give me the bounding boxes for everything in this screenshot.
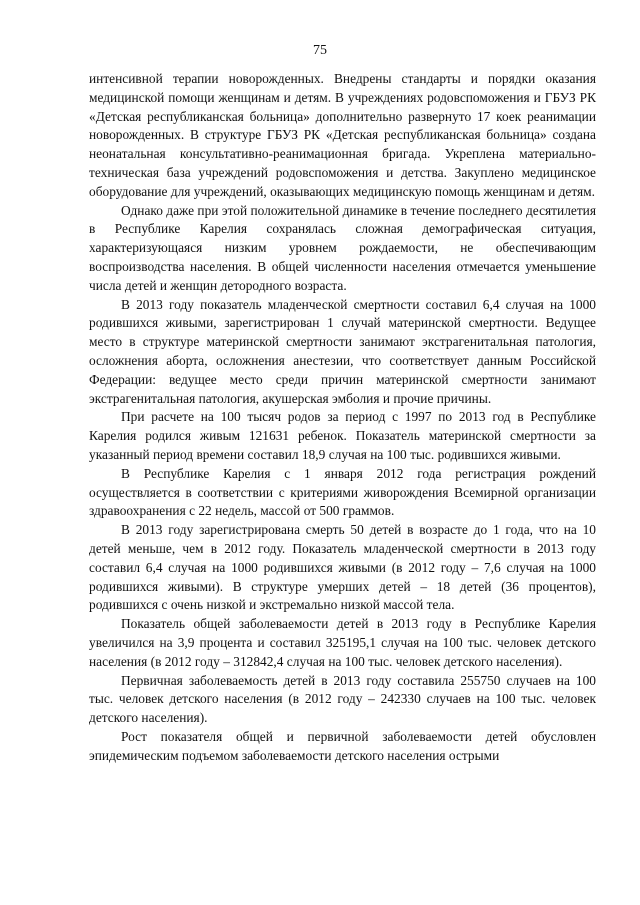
paragraph: При расчете на 100 тысяч родов за период с 1997 по 2013 год в Республике Карелия родился живым 121631 ребенок. Показатель материнской смертности за указанный период времени составил 18,9 случая на 100 тыс. родившихся живыми. bbox=[89, 409, 596, 462]
paragraph: В 2013 году зарегистрирована смерть 50 детей в возрасте до 1 года, что на 10 детей меньше, чем в 2012 году. Показатель младенческой смертности в 2013 году составил 6,4 случая на 1000 родившихся живыми (в 2012 году – 7,6 случая на 1000 родившихся живыми). В структуре умерших детей – 18 детей (36 процентов), родившихся с очень низкой и экстремально низкой массой тела. bbox=[89, 522, 596, 613]
paragraph: Показатель общей заболеваемости детей в 2013 году в Республике Карелия увеличился на 3,9 процента и составил 325195,1 случая на 100 тыс. человек детского населения (в 2012 году – 312842,4 случая на 100 тыс. человек детского населения). bbox=[89, 616, 596, 669]
paragraph: Первичная заболеваемость детей в 2013 году составила 255750 случаев на 100 тыс. человек детского населения (в 2012 году – 242330 случаев на 100 тыс. человек детского населения). bbox=[89, 672, 596, 726]
paragraph: интенсивной терапии новорожденных. Внедрены стандарты и порядки оказания медицинской помощи женщинам и детям. В учреждениях родовспоможения и ГБУЗ РК «Детская республиканская больница» дополнительно развернуто 17 коек реанимации новорожденных. В структуре ГБУЗ РК «Детская республиканская больница» создана неонатальная консультативно-реанимационная бригада. Укреплена материально-техническая база учреждений родовспоможения и детства. Закуплено медицинское оборудование для учреждений, оказывающих медицинскую помощь женщинам и детям. bbox=[89, 71, 596, 199]
paragraph: В Республике Карелия с 1 января 2012 года регистрация рождений осуществляется в соответствии с критериями живорождения Всемирной организации здравоохранения с 22 недель, массой от 500 граммов. bbox=[89, 465, 596, 519]
page-number: 75 bbox=[313, 43, 327, 58]
paragraph: Однако даже при этой положительной динамике в течение последнего десятилетия в Республике Карелия сохранялась сложная демографическая ситуация, характеризующаяся низким уровнем рождаемости, не обеспечивающим воспроизводства населения. В общей численности населения отмечается уменьшение числа детей и женщин детородного возраста. bbox=[89, 202, 596, 293]
paragraph: Рост показателя общей и первичной заболеваемости детей обусловлен эпидемическим подъемом заболеваемости детского населения острыми bbox=[89, 728, 596, 763]
paragraph: В 2013 году показатель младенческой смертности составил 6,4 случая на 1000 родившихся живыми, зарегистрирован 1 случай материнской смертности. Ведущее место в структуре материнской смертности занимают экстрагенитальная патология, осложнения аборта, осложнения анестезии, что соответствует данным Российской Федерации: ведущее место среди причин материнской смертности занимают экстрагенитальная патология, акушерская эмболия и прочие причины. bbox=[89, 296, 596, 406]
document-body bbox=[89, 70, 596, 765]
